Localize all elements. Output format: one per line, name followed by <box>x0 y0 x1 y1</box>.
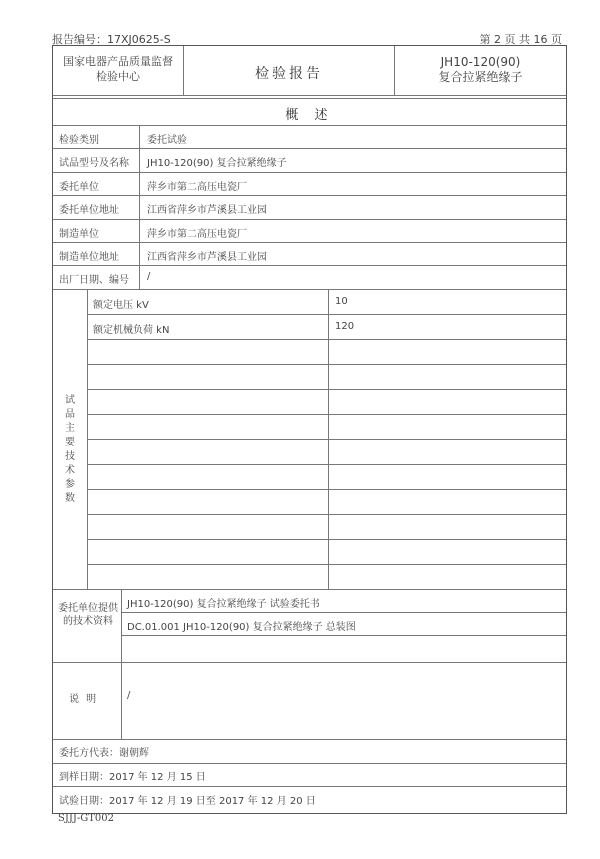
divider <box>53 289 566 290</box>
divider <box>53 739 566 740</box>
org-name-line2: 检验中心 <box>96 70 140 83</box>
info-label: 制造单位地址 <box>59 252 119 263</box>
divider <box>53 589 566 590</box>
info-label: 委托单位地址 <box>59 205 119 217</box>
remarks-value: / <box>127 690 131 701</box>
divider <box>53 242 566 243</box>
remarks-label: 说 明 <box>69 694 99 705</box>
divider <box>53 125 566 126</box>
info-label: 制造单位 <box>59 228 99 240</box>
info-value: 江西省萍乡市芦溪县工业园 <box>147 205 267 217</box>
divider <box>87 489 566 490</box>
divider <box>53 662 566 663</box>
divider <box>53 148 566 149</box>
divider <box>121 635 566 636</box>
org-name-line1: 国家电器产品质量监督 <box>63 55 173 68</box>
divider <box>87 564 566 565</box>
param-value: 120 <box>335 321 355 332</box>
param-name: 额定电压 kV <box>93 300 149 311</box>
info-value: 委托试验 <box>147 135 187 146</box>
divider <box>53 219 566 220</box>
report-number: 报告编号：17XJ0625-S <box>52 33 171 46</box>
tech-params-label: 试 品 主 要 技 术 参 数 <box>65 395 75 504</box>
report-title: 检验报告 <box>255 66 323 82</box>
divider <box>87 464 566 465</box>
divider <box>53 265 566 266</box>
divider <box>87 339 566 340</box>
divider <box>87 439 566 440</box>
divider <box>53 95 566 96</box>
client-representative: 委托方代表：谢朝辉 <box>59 748 149 759</box>
info-label: 检验类别 <box>59 135 99 146</box>
info-value: 江西省萍乡市芦溪县工业园 <box>147 252 267 263</box>
test-date: 试验日期：2017 年 12 月 19 日至 2017 年 12 月 20 日 <box>59 796 316 807</box>
divider <box>53 172 566 173</box>
info-label: 出厂日期、编号 <box>59 275 129 287</box>
info-value: 萍乡市第二高压电瓷厂 <box>147 181 247 193</box>
divider <box>87 389 566 390</box>
product-model: JH10-120(90) <box>440 55 521 69</box>
info-value: 萍乡市第二高压电瓷厂 <box>147 228 247 240</box>
divider <box>53 763 566 764</box>
divider <box>139 125 140 289</box>
product-name <box>395 55 566 85</box>
info-value: / <box>147 271 151 283</box>
param-name: 额定机械负荷 kN <box>93 325 170 336</box>
info-value: JH10-120(90) 复合拉紧绝缘子 <box>147 158 287 170</box>
page-info: 第 2 页 共 16 页 <box>479 33 562 46</box>
report-frame <box>52 45 567 814</box>
param-value: 10 <box>335 296 348 307</box>
org-name <box>53 54 183 84</box>
divider <box>87 364 566 365</box>
arrival-date: 到样日期：2017 年 12 月 15 日 <box>59 772 206 783</box>
info-label: 委托单位 <box>59 181 99 193</box>
divider <box>53 195 566 196</box>
product-desc: 复合拉紧绝缘子 <box>438 70 523 84</box>
material-item: DC.01.001 JH10-120(90) 复合拉紧绝缘子 总装图 <box>127 622 356 633</box>
divider <box>87 414 566 415</box>
materials-label: 委托单位提供的技术资料 <box>58 603 118 627</box>
divider <box>53 786 566 787</box>
info-label: 试品型号及名称 <box>59 158 129 170</box>
divider <box>87 514 566 515</box>
divider <box>87 314 566 315</box>
divider <box>121 612 566 613</box>
divider <box>87 539 566 540</box>
divider <box>53 98 566 99</box>
material-item: JH10-120(90) 复合拉紧绝缘子 试验委托书 <box>127 599 320 610</box>
form-code: SJJJ-GT002 <box>58 813 115 824</box>
section-title: 概 述 <box>285 108 334 123</box>
